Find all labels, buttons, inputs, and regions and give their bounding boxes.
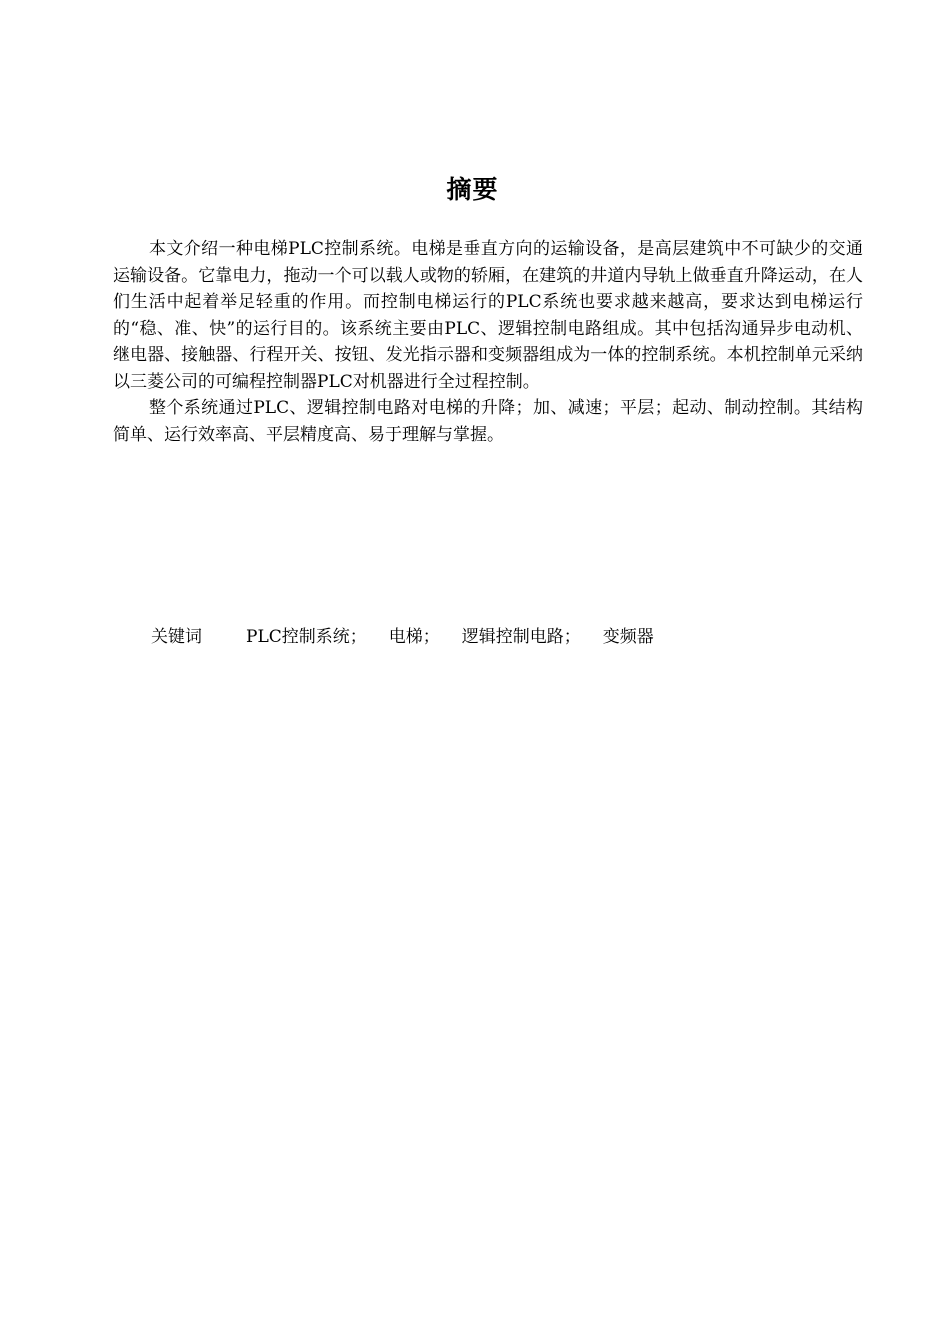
- keyword-item: 变频器: [602, 627, 654, 647]
- abstract-body: [113, 236, 863, 448]
- keyword-item: 逻辑控制电路；: [461, 627, 581, 647]
- abstract-paragraph-2: 整个系统通过PLC、逻辑控制电路对电梯的升降；加、减速；平层；起动、制动控制。其结构简单、运行效率高、平层精度高、易于理解与掌握。: [113, 398, 863, 445]
- keyword-item: PLC控制系统；: [246, 627, 367, 647]
- keyword-item: 电梯；: [388, 627, 440, 647]
- abstract-paragraph-1: 本文介绍一种电梯PLC控制系统。电梯是垂直方向的运输设备，是高层建筑中不可缺少的交通运输设备。它靠电力，拖动一个可以载人或物的轿厢，在建筑的井道内导轨上做垂直升降运动，在人们生活中起着举足轻重的作用。而控制电梯运行的PLC系统也要求越来越高，要求达到电梯运行的“稳、准、快”的运行目的。该系统主要由PLC、逻辑控制电路组成。其中包括沟通异步电动机、继电器、接触器、行程开关、按钮、发光指示器和变频器组成为一体的控制系统。本机控制单元采纳以三菱公司的可编程控制器PLC对机器进行全过程控制。: [113, 239, 863, 392]
- keywords-line: [151, 624, 851, 650]
- keywords-label: 关键词: [151, 627, 202, 647]
- abstract-title: 摘要: [446, 175, 499, 204]
